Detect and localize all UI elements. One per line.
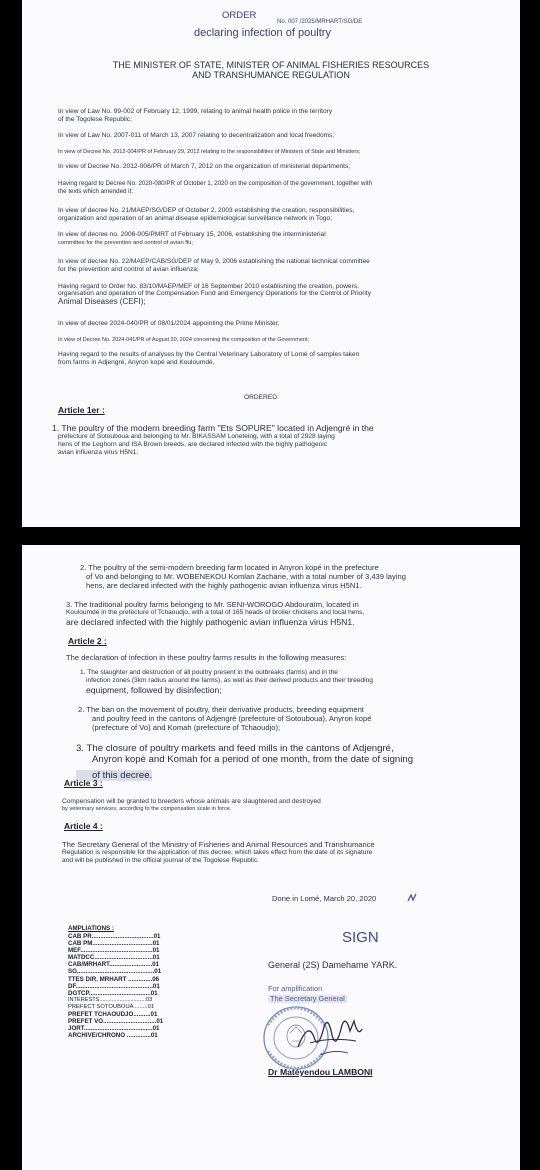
ampliation-row: CAB PM...................................01 xyxy=(68,940,160,948)
minister-line1: THE MINISTER OF STATE, MINISTER OF ANIMAL FISHERIES RESOURCES xyxy=(112,60,430,70)
ampliation-row: PREFET TCHAOUDJO..........01 xyxy=(68,1011,158,1019)
article4-title: Article 4 : xyxy=(64,821,103,831)
ampliation-row: SG.............................................01 xyxy=(68,968,162,976)
minister-line2: AND TRANSHUMANCE REGULATION xyxy=(192,70,350,80)
article4-text: The Secretary General of the Ministry of Fisheries and Animal Resources and Transhumance Regulation is responsible for the application of this decree, which takes effect from the date of its signature and will be published in the official journal of the Togolese Republic. xyxy=(62,840,375,864)
consideration: Having regard to the results of analyses by the Central Veterinary Laboratory of Lomé of samples taken from farms in Adjengré, Anyron kopé and Kouloumdé, xyxy=(58,351,360,366)
article3-title: Article 3 : xyxy=(64,778,103,788)
ampliation-row: DGTCP....................................01 xyxy=(68,989,158,997)
measure-2: 2. The ban on the movement of poultry, their derivative products, breeding equipment and poultry feed in the cantons of Adjengré (prefecture of Sotouboua), Anyron kopé (prefecture of Vo) and Komah (prefecture of Tchaoudjo); xyxy=(78,705,372,732)
ampliation-row: DF.............................................01 xyxy=(68,982,160,990)
article1-item3: 3. The traditional poultry farms belonging to Mr. SENI-WOROGO Abdouraïm, located in Kouloumdé in the prefecture of Tchaoudjo, with a total of 165 heads of broiler chickens and local hens, are declared infected with the highly pathogenic avian influenza virus H5N1. xyxy=(66,600,365,627)
ampliation-row: MEF..........................................01 xyxy=(68,947,160,955)
consideration: In view of decree 2024-040/PR of 08/01/2024 appointing the Prime Minister; xyxy=(58,320,280,327)
ordered-label: ORDERED: xyxy=(244,394,279,401)
ampliations-title: AMPLIATIONS : xyxy=(68,925,114,932)
ampliation-row: CAB PR....................................01 xyxy=(68,933,161,940)
article1-title: Article 1er : xyxy=(58,405,105,415)
measure-3: 3. The closure of poultry markets and feed mills in the cantons of Adjengré, Anyron kopé and Komah for a period of one month, from the date of signing of this decree. xyxy=(76,743,414,781)
consideration: In view of Decree No. 2024-041/PR of August 20, 2024 concerning the composition of the Government; xyxy=(58,337,310,343)
consideration: In view of decree No. 22/MAEP/CAB/SG/DEP of May 9, 2006 establishing the national technical committee for the prevention and control of avian influenza; xyxy=(58,258,370,273)
consideration: In view of Law No. 2007-011 of March 13, 2007 relating to decentralization and local freedoms; xyxy=(58,132,335,139)
sign-label: SIGN xyxy=(342,929,379,946)
order-number: No. 007 /2025/MRHART/SG/DE xyxy=(277,19,363,25)
article2-intro: The declaration of infection in these poultry farms results in the following measures: xyxy=(66,653,347,662)
consideration: Having regard to Decree No. 2020-080/PR of October 1, 2020 on the composition of the government, together with the texts which amended it; xyxy=(58,180,373,195)
ampliation-row: ARCHIVE/CHRONO ..............01 xyxy=(68,1032,158,1040)
order-title: ORDER xyxy=(222,10,257,21)
ampliation-row: PREFECT SOTOUBOUA ........01 xyxy=(68,1003,155,1010)
for-amplification: For amplification xyxy=(268,984,323,993)
article1-item1: 1. The poultry of the modern breeding farm "Ets SOPURE" located in Adjengré in the prefecture of Sotouboua and belonging to Mr. BIKASSAM Loneteing, with a total of 2928 laying hens of the Leghorn and ISA Brown breeds, are declared infected with the highly pathogenic avian influenza virus H5N1. xyxy=(52,423,374,456)
article2-title: Article 2 : xyxy=(68,636,107,646)
ampliation-row: CAB/MRHART.........................01 xyxy=(68,961,160,969)
secretary-general: The Secretary General xyxy=(270,994,345,1003)
ampliation-row: PREFET VO...............................01 xyxy=(68,1018,164,1026)
measure-1: 1. The slaughter and destruction of all poultry present in the outbreaks (farms) and in the infection zones (3km radius around the farms), as well as their derived products and their breeding equipment, followed by disinfection; xyxy=(80,669,373,695)
handwritten-signature xyxy=(290,1007,370,1067)
general-name: General (2S) Damehame YARK. xyxy=(268,960,398,970)
ampliations-list xyxy=(68,933,163,1039)
consideration: In view of decree no. 2006-005/PMRT of February 15, 2006, establishing the interministerial committee for the prevention and control of avian flu; xyxy=(58,231,326,246)
handwritten-mark xyxy=(406,892,418,904)
consideration: In view of Law No. 99-002 of February 12, 1999, relating to animal health police in the territory of the Togolese Republic; xyxy=(58,108,333,123)
document-page-2 xyxy=(22,545,520,1170)
consideration: In view of Decree No. 2012-006/PR of March 7, 2012 on the organization of ministerial departments; xyxy=(58,163,351,170)
signatory-name: Dr Matéyendou LAMBONI xyxy=(268,1067,373,1077)
ampliation-row: TTES DIR. MRHART ..............06 xyxy=(68,975,160,983)
article3-text: Compensation will be granted to breeders whose animals are slaughtered and destroyed by veterinary services, according to the compensation scale in force. xyxy=(62,798,321,812)
ampliation-row: MATDCC..................................01 xyxy=(68,954,160,962)
consideration: In view of decree No. 21/MAEP/SG/DEP of October 2, 2003 establishing the creation, responsibilities, organization and operation of an animal disease epidemiological surveillance network in Togo; xyxy=(58,207,355,222)
declaring-title: declaring infection of poultry xyxy=(194,27,331,39)
document-page-1 xyxy=(22,0,520,527)
ampliation-row: JORT........................................01 xyxy=(68,1025,160,1033)
consideration: In view of Decree No. 2012-004/PR of February 29, 2012 relating to the responsibilities of Ministers of State and Ministers; xyxy=(58,149,361,155)
article1-item2: 2. The poultry of the semi-modern breeding farm located in Anyron kopé in the prefecture of Vo and belonging to Mr. WOBENEKOU Komlan Zacharie, with a total number of 3,439 laying hens, are declared infected with the highly pathogenic avian influenza virus H5N1. xyxy=(80,563,406,590)
done-date: Done in Lomé, March 20, 2020 xyxy=(272,894,377,903)
consideration: Having regard to Order No. 83/10/MAEP/MEF of 16 September 2010 establishing the creation, powers, organisation and operation of the Compensation Fund and Emergency Operations for the Control of Priority Animal Diseases (CEFI); xyxy=(58,283,372,306)
ampliation-row: INTERESTS..............................03 xyxy=(68,996,153,1003)
